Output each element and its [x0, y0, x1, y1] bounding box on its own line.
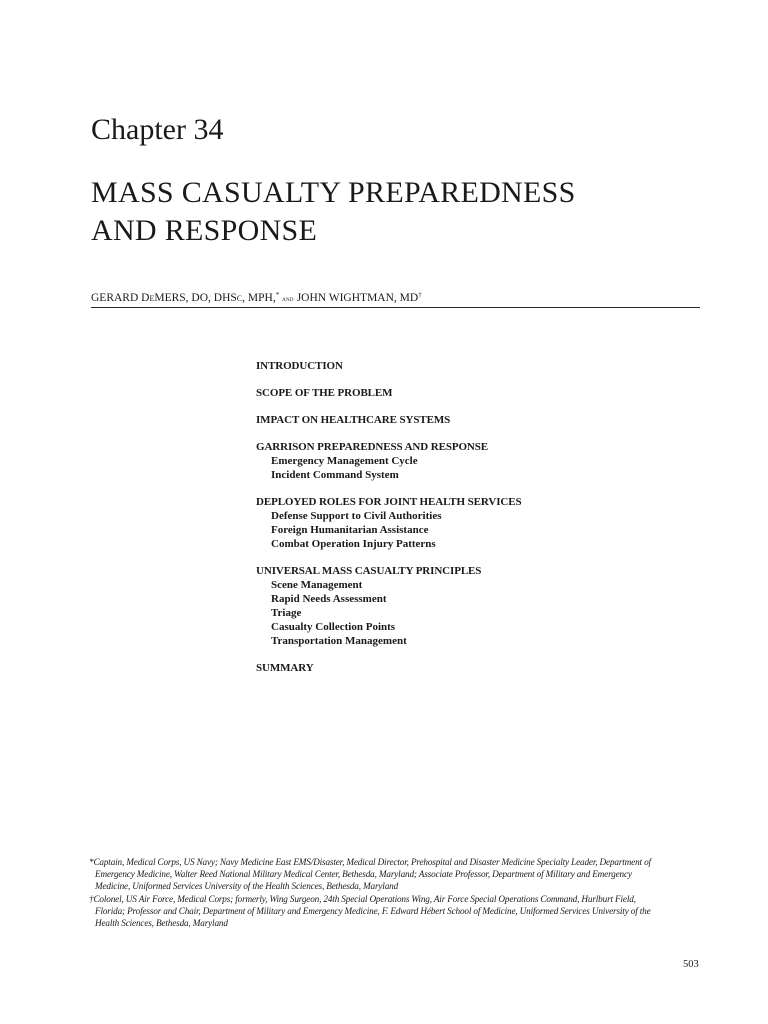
outline-subheading: Transportation Management: [271, 635, 407, 647]
outline-heading: INTRODUCTION: [256, 360, 343, 372]
outline-subheading: Combat Operation Injury Patterns: [271, 538, 436, 550]
author-1-degree-smallcaps: c: [236, 292, 243, 304]
author-footnotes: [89, 856, 659, 929]
outline-subheading: Casualty Collection Points: [271, 621, 396, 633]
footnote-author-1: *Captain, Medical Corps, US Navy; Navy Medicine East EMS/Disaster, Medical Director, Prehospital and Disaster Medicine Specialty Leader, Department of Emergency Medicine, Walter Reed National Military Medical Center, Bethesda, Maryland; Associate Professor, Department of Military and Emergency Medicine, Uniformed Services University of the Health Sciences, Bethesda, Maryland: [89, 857, 651, 892]
author-1-name-part: GERARD D: [91, 292, 150, 304]
outline-subheading: Scene Management: [271, 579, 363, 591]
chapter-outline: [256, 359, 676, 688]
outline-subheading: Triage: [271, 607, 302, 619]
outline-section: [256, 661, 676, 675]
outline-section: [256, 495, 676, 551]
outline-section: [256, 359, 676, 373]
author-line: [91, 290, 422, 307]
outline-section: [256, 413, 676, 427]
chapter-title: [91, 174, 691, 250]
outline-heading: SUMMARY: [256, 662, 314, 674]
author-1-name-rest: MERS, DO, DHS: [154, 292, 237, 304]
page-number: 503: [683, 959, 699, 970]
outline-section: [256, 440, 676, 482]
outline-subheading: Incident Command System: [271, 469, 399, 481]
author-1-footnote-mark: *: [275, 291, 280, 299]
author-1-degrees: , MPH,: [242, 292, 276, 304]
outline-heading: GARRISON PREPAREDNESS AND RESPONSE: [256, 441, 489, 453]
chapter-label: Chapter 34: [91, 113, 224, 146]
outline-heading: DEPLOYED ROLES FOR JOINT HEALTH SERVICES: [256, 496, 522, 508]
author-2-name: JOHN WIGHTMAN, MD: [296, 292, 419, 304]
outline-subheading: Emergency Management Cycle: [271, 455, 418, 467]
outline-subheading: Foreign Humanitarian Assistance: [271, 524, 429, 536]
outline-subheading: Rapid Needs Assessment: [271, 593, 387, 605]
outline-section: [256, 386, 676, 400]
author-1-name-smallcaps: e: [149, 292, 155, 304]
outline-section: [256, 564, 676, 648]
outline-heading: UNIVERSAL MASS CASUALTY PRINCIPLES: [256, 565, 482, 577]
footnote-author-2: †Colonel, US Air Force, Medical Corps; formerly, Wing Surgeon, 24th Special Operations Wing, Air Force Special Operations Command, Hurlburt Field, Florida; Professor and Chair, Department of Military and Emergency Medicine, F. Edward Hébert School of Medicine, Uniformed Services University of the Health Sciences, Bethesda, Maryland: [89, 893, 651, 929]
outline-heading: IMPACT ON HEALTHCARE SYSTEMS: [256, 414, 451, 426]
chapter-title-line-1: MASS CASUALTY PREPAREDNESS: [91, 176, 576, 209]
outline-heading: SCOPE OF THE PROBLEM: [256, 387, 393, 399]
outline-subheading: Defense Support to Civil Authorities: [271, 510, 442, 522]
author-2-footnote-mark: †: [418, 291, 422, 299]
author-divider: [91, 307, 700, 308]
chapter-title-line-2: AND RESPONSE: [91, 214, 318, 247]
author-conjunction: and: [282, 294, 294, 303]
